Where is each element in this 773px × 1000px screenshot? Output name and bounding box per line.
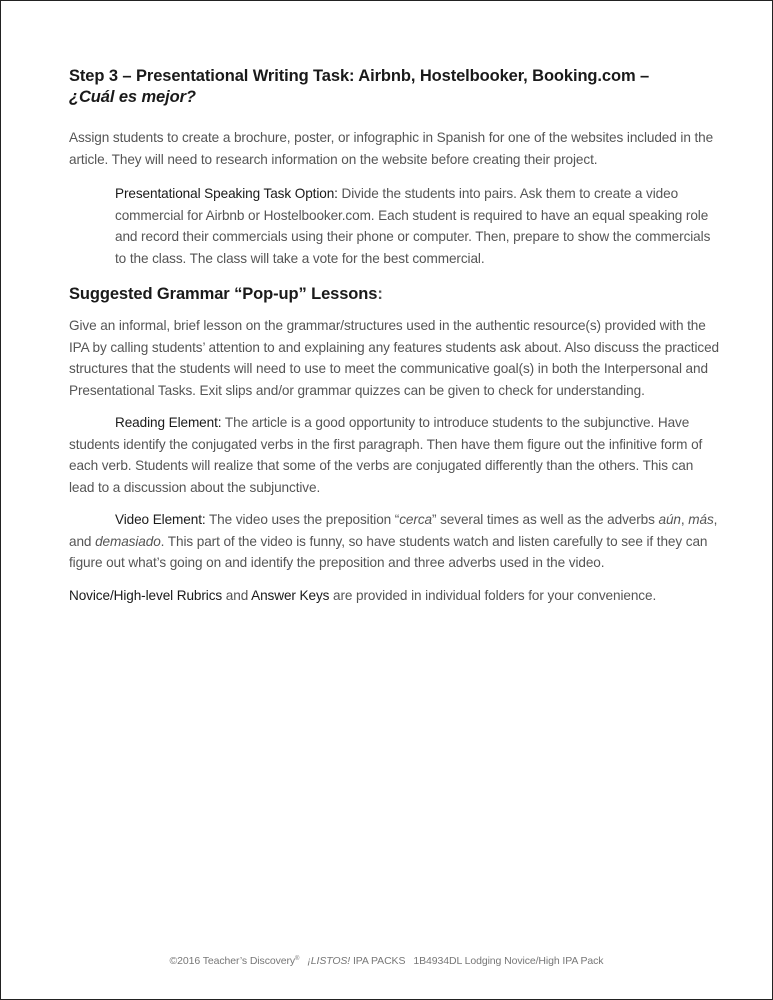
step3-intro: Assign students to create a brochure, poster, or infographic in Spanish for one of the websites included in the article. They will need to research information on the website before creating their project. bbox=[69, 130, 714, 167]
page-footer: ©2016 Teacher’s Discovery® ¡LISTOS! IPA PACKS 1B4934DL Lodging Novice/High IPA Pack bbox=[169, 955, 604, 967]
word-mas: más bbox=[688, 512, 714, 527]
answer-keys-label: Answer Keys bbox=[251, 587, 330, 603]
page-content bbox=[69, 66, 719, 606]
step3-title: Step 3 – Presentational Writing Task: Airbnb, Hostelbooker, Booking.com – bbox=[69, 67, 650, 85]
footer-series: IPA PACKS bbox=[350, 955, 406, 967]
video-element: Video Element: The video uses the preposition “cerca” several times as well as the adverbs aún, más, and demasiado. This part of the video is funny, so have students watch and listen carefully to see if they can figure out what’s going on and identify the preposition and three adverbs used in the video. bbox=[69, 512, 718, 570]
speaking-task-text: Divide the students into pairs. Ask them to create a video commercial for Airbnb or Hostelbooker.com. Each student is required to have an equal speaking role and record their commercials using their phone or computer. Then, prepare to show the commercials to the class. The class will take a vote for the best commercial. bbox=[115, 186, 711, 266]
word-aun: aún bbox=[658, 512, 681, 527]
step3-heading bbox=[69, 66, 719, 108]
rubrics-label: Novice/High-level Rubrics bbox=[69, 587, 223, 603]
reading-element-text: The article is a good opportunity to introduce students to the subjunctive. Have students identify the conjugated verbs in the first paragraph. Then have them figure out the infinitive form of each verb. Students will realize that some of the verbs are conjugated differently than the others. This can lead to a discussion about the subjunctive. bbox=[69, 415, 703, 495]
grammar-intro: Give an informal, brief lesson on the grammar/structures used in the authentic resource(s) provided with the IPA by calling students’ attention to and explaining any features students ask about. Also discuss the practiced structures that the students will need to use to meet the communicative goal(s) in both the Interpersonal and Presentational Tasks. Exit slips and/or grammar quizzes can be given to check for understanding. bbox=[69, 318, 720, 398]
word-demasiado: demasiado bbox=[95, 533, 161, 549]
step3-subtitle: ¿Cuál es mejor? bbox=[69, 88, 196, 106]
grammar-heading: Suggested Grammar “Pop-up” Lessons: bbox=[69, 285, 383, 303]
footer-brand: ¡LISTOS! bbox=[307, 955, 351, 967]
footer-product: 1B4934DL Lodging Novice/High IPA Pack bbox=[413, 955, 604, 967]
footer-copyright: ©2016 Teacher’s Discovery bbox=[169, 955, 296, 967]
speaking-task-label: Presentational Speaking Task Option: bbox=[115, 186, 338, 201]
closing-note: Novice/High-level Rubrics and Answer Keys are provided in individual folders for your convenience. bbox=[69, 587, 657, 603]
video-element-label: Video Element: bbox=[115, 512, 206, 527]
reading-element-label: Reading Element: bbox=[115, 415, 222, 430]
speaking-task-option bbox=[115, 183, 719, 269]
grammar-heading-text: Suggested Grammar “Pop-up” Lessons bbox=[69, 285, 378, 303]
word-cerca: cerca bbox=[399, 512, 432, 527]
reading-element bbox=[69, 412, 719, 498]
